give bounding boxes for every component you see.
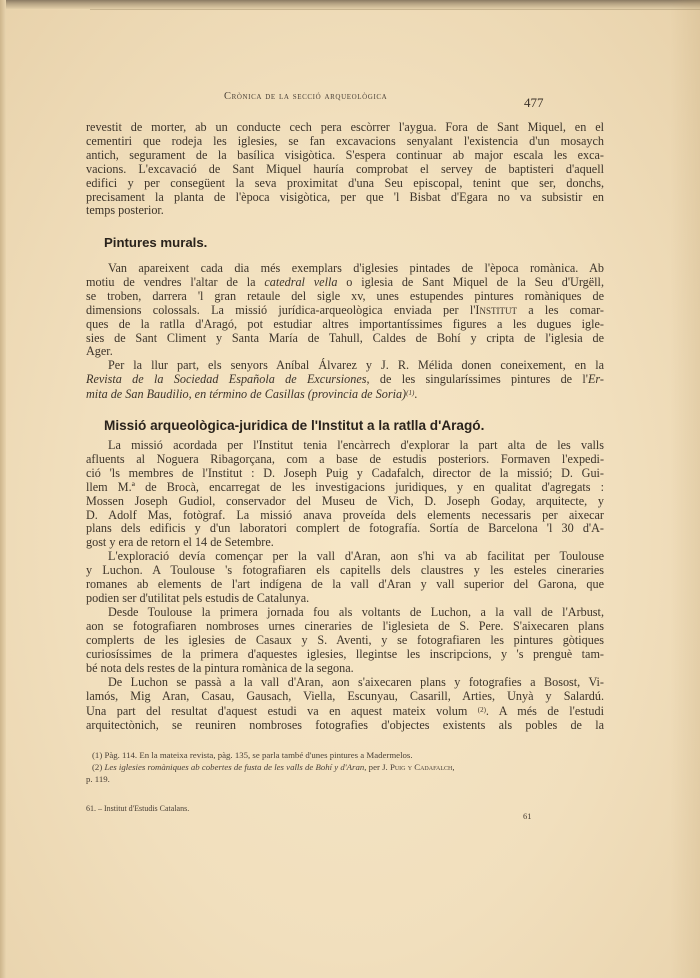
running-head: Crònica de la secció arqueològica	[224, 91, 388, 102]
section-heading-pintures-murals: Pintures murals.	[104, 235, 208, 250]
text-line: sies de Sant Climent y Santa María de Tahull, Caldes de Bohí y cripta de l'iglesia de	[86, 330, 604, 345]
footnote-2-title: Les iglesies romàniques ab cobertes de fusta de les valls de Bohí y d'Aran	[104, 762, 365, 772]
text-line: se troben, darrera 'l gran retaule del sigle xv, unes estupendes pintures romàniques de	[86, 288, 604, 303]
text-run: a les comar-	[516, 302, 604, 317]
page-right-shade	[670, 0, 700, 978]
section2-paragraph2	[86, 550, 604, 606]
text-line: temps posterior.	[86, 203, 164, 218]
footnote-marker: (2)	[92, 762, 105, 772]
footnote-ref-2[interactable]: (2)	[477, 705, 486, 714]
section2-paragraph1	[86, 439, 604, 550]
text-line: D. Adolf Mas, fotògraf. La missió anava proveída dels elements necessaris per aixecar	[86, 507, 604, 522]
text-line: precisament la planta de l'època visigòtica, per que 'l Bisbat d'Egara no va subsistir en	[86, 189, 604, 204]
text-line	[86, 704, 604, 719]
text-line	[86, 304, 604, 318]
section1-paragraph2	[86, 359, 604, 402]
text-line: Per la llur part, els senyors Aníbal Álvarez y J. R. Mélida donen coneixement, en la	[108, 358, 604, 372]
journal-title: Revista de la Sociedad Española de Excursiones	[86, 371, 367, 386]
small-caps-term: Institut	[475, 302, 517, 317]
text-run: Una part del resultat d'aquest estudi va en aquest mateix volum	[86, 703, 478, 718]
footnote-2-continuation: p. 119.	[86, 774, 110, 784]
text-run: .	[414, 386, 418, 401]
text-run: , per J.	[364, 762, 390, 772]
text-line: complerts de les iglesies de Casaux y S. Aventi, y se fotografiaren les pintures gòtiques	[86, 632, 604, 647]
text-line: edifici y per consegüent la seva proximitat d'una Seu episcopal, tenint que ser, donchs,	[86, 175, 604, 190]
page-top-fold	[0, 0, 700, 9]
footnote-2	[86, 761, 598, 773]
text-line: romanes ab elements de l'art indígena de la vall d'Aran y vall superior del Garona, que	[86, 576, 604, 591]
text-line	[86, 387, 604, 402]
page-number: 477	[524, 95, 544, 110]
text-line: cementiri que rodeja les iglesies, se fan excavacions senyalant l'existencia d'un mosaych	[86, 133, 604, 148]
text-line: ques de la ratlla d'Aragó, pot estudiar altres importantíssimes figures a les dugues igle-	[86, 316, 604, 331]
text-line: Desde Toulouse la primera jornada fou als voltants de Luchon, a la vall de l'Arbust,	[108, 605, 604, 619]
text-line: De Luchon se passà a la vall d'Aran, aon s'aixecaren plans y fotografies a Bosost, Vi-	[108, 675, 604, 689]
text-line: L'exploració devía començar per la vall d'Aran, aon s'hi va ab facilitat per Toulouse	[108, 549, 604, 563]
section2-paragraph4	[86, 676, 604, 733]
text-line: llem M.ª de Brocà, encarregat de les investigacions juridiques, y en qualitat d'agregats :	[86, 479, 604, 494]
text-line: ció 'ls membres de l'Institut : D. Joseph Puig y Cadafalch, director de la missió; D. Gui-	[86, 465, 604, 480]
text-line: bé nota dels restes de la pintura romànica de la segona.	[86, 660, 354, 675]
text-line: Ager.	[86, 344, 113, 359]
text-run: motiu de vendres l'altar de la	[86, 274, 265, 289]
text-line: antich, segurament de la basílica visigòtica. S'espera continuar ab major escala les exca-	[86, 147, 604, 162]
section-heading-missio-arqueologica: Missió arqueològica-juridica de l'Institut a la ratlla d'Aragó.	[104, 418, 485, 433]
italic-term: catedral vella	[264, 274, 338, 289]
footnote-1: (1) Pàg. 114. En la mateixa revista, pàg. 135, se parla també d'unes pintures a Madermelos.	[92, 750, 413, 760]
section2-paragraph3	[86, 606, 604, 676]
footnote-ref-1[interactable]: (1)	[406, 388, 415, 397]
text-line	[86, 373, 604, 387]
imprint-line: 61. – Institut d'Estudis Catalans.	[86, 804, 190, 813]
text-line: La missió acordada per l'Institut tenia l'encàrrech d'explorar la part alta de les valls	[108, 438, 604, 452]
footnote-2-author: Puig y Cadafalch	[389, 762, 453, 772]
text-line: Mossen Joseph Gudiol, conservador del Museu de Vich, D. Joseph Goday, arquitecte, y	[86, 493, 604, 508]
footnotes	[86, 749, 598, 785]
text-line: curiosíssimes de la primera d'aquestes iglesies, llegintse les inscripcions, y 's prenguè tam-	[86, 646, 604, 661]
text-line: revestit de morter, ab un conducte cech pera escòrrer l'aygua. Fora de Sant Miquel, en el	[86, 120, 604, 134]
text-line: plans dels edificis y d'un laboratori complert de fotografía. Sortía de Barcelona 'l 30 d'A-	[86, 521, 604, 536]
text-run: o iglesia de Sant Miquel de la Seu d'Urgëll,	[337, 274, 604, 289]
text-run: , de les singularíssimes pintures de l'	[366, 371, 588, 386]
text-run: mita de San Baudilio, en término de Casillas (provincia de Soria)	[86, 386, 407, 401]
signature-mark: 61	[523, 811, 532, 821]
page-left-edge	[0, 0, 6, 978]
text-line: vacions. L'excavació de Sant Miquel hauría comprobat el servey de baptisteri d'aquell	[86, 161, 604, 176]
text-run: ,	[452, 762, 455, 772]
intro-paragraph	[86, 121, 604, 218]
text-run: Er-	[587, 371, 604, 386]
text-line: y Luchon. A Toulouse 's fotografiaren els capitells dels claustres y les esteles cineraries	[86, 562, 604, 577]
text-line: Van apareixent cada dia més exemplars d'iglesies pintades de l'època romànica. Ab	[108, 261, 604, 275]
text-line: podien ser d'utilitat pels estudis de Catalunya.	[86, 590, 310, 605]
text-line: gost y era de retorn el 14 de Setembre.	[86, 535, 274, 550]
text-line: aon se fotografiaren nombroses urnes cineraries de l'iglesieta de S. Pere. S'aixecaren plans	[86, 618, 604, 633]
text-run: . A més de l'estudi	[485, 703, 604, 718]
section1-paragraph1	[86, 262, 604, 359]
text-line	[86, 276, 604, 290]
text-line: afluents al Noguera Ribagorçana, com a base de estudis posteriors. Formaven l'expedi-	[86, 451, 604, 466]
text-run: dimensions colossals. La missió jurídica-arqueològica enviada per l'	[86, 302, 476, 317]
text-line: lamós, Mig Aran, Casau, Gausach, Viella, Escunyau, Casarill, Arties, Unyà y Salardú.	[86, 688, 604, 703]
text-line: arquitectònich, se reuniren nombroses fotografies d'objectes existents als pobles de la	[86, 717, 604, 732]
page-fold-line	[90, 9, 700, 10]
